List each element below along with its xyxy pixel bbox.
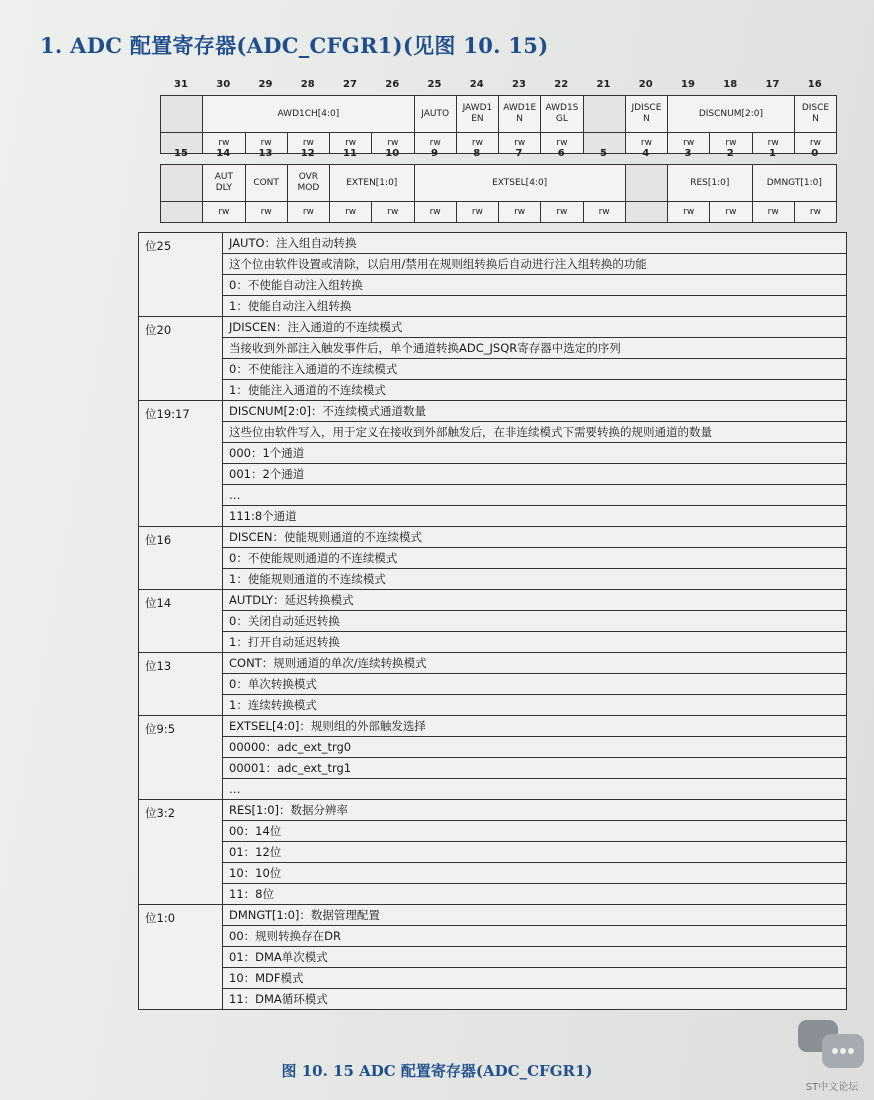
field-description-line: 01：12位: [223, 842, 847, 863]
description-row: [139, 695, 847, 716]
bit-number: 29: [258, 79, 273, 90]
field-description-title: CONT：规则通道的单次/连续转换模式: [223, 653, 847, 674]
register-bit-table: [160, 95, 837, 154]
bit-position-label: 位3:2: [139, 800, 223, 905]
description-row: [139, 674, 847, 695]
access-cell: rw: [456, 133, 498, 154]
description-row: [139, 338, 847, 359]
field-description-title: DISCNUM[2:0]：不连续模式通道数量: [223, 401, 847, 422]
description-row: [139, 422, 847, 443]
bit-number: 30: [216, 79, 231, 90]
field-description-title: JAUTO：注入组自动转换: [223, 233, 847, 254]
description-row: [139, 863, 847, 884]
field-jauto: JAUTO: [414, 96, 456, 133]
field-description-line: 当接收到外部注入触发事件后，单个通道转换ADC_JSQR寄存器中选定的序列: [223, 338, 847, 359]
description-row: [139, 968, 847, 989]
access-cell: rw: [330, 133, 372, 154]
field-extsel: EXTSEL[4:0]: [414, 165, 625, 202]
bit-number: 20: [638, 79, 653, 90]
reserved-field: [161, 165, 203, 202]
field-cont: CONT: [245, 165, 287, 202]
bit-number: 5: [600, 148, 607, 159]
description-row: [139, 926, 847, 947]
bit-position-label: 位25: [139, 233, 223, 317]
field-description-line: 01：DMA单次模式: [223, 947, 847, 968]
field-description-line: 0：单次转换模式: [223, 674, 847, 695]
bit-number: 21: [596, 79, 611, 90]
description-row: [139, 632, 847, 653]
access-cell: rw: [668, 202, 710, 223]
access-cell: rw: [287, 133, 329, 154]
field-description-line: 00：规则转换存在DR: [223, 926, 847, 947]
description-row: [139, 443, 847, 464]
field-description-line: 111:8个通道: [223, 506, 847, 527]
bit-number: 22: [554, 79, 569, 90]
description-row: [139, 359, 847, 380]
bit-number: 9: [431, 148, 438, 159]
field-description-line: 这个位由软件设置或清除，以启用/禁用在规则组转换后自动进行注入组转换的功能: [223, 254, 847, 275]
field-description-title: EXTSEL[4:0]：规则组的外部触发选择: [223, 716, 847, 737]
description-row: [139, 464, 847, 485]
field-awd1ch: AWD1CH[4:0]: [203, 96, 414, 133]
reserved-access-cell: [161, 202, 203, 223]
reserved-field: [625, 165, 667, 202]
bit-number: 0: [811, 148, 819, 159]
field-dmngt: DMNGT[1:0]: [752, 165, 837, 202]
access-cell: rw: [794, 202, 836, 223]
bit-number: 10: [385, 148, 400, 159]
access-cell: rw: [203, 202, 245, 223]
access-cell: rw: [794, 133, 836, 154]
field-description-title: RES[1:0]：数据分辨率: [223, 800, 847, 821]
field-description-line: 1：打开自动延迟转换: [223, 632, 847, 653]
access-cell: rw: [541, 133, 583, 154]
description-row: [139, 485, 847, 506]
field-description-line: 1：使能规则通道的不连续模式: [223, 569, 847, 590]
bit-number: 28: [300, 79, 315, 90]
bit-number: 23: [512, 79, 526, 90]
field-awd1en: AWD1E N: [499, 96, 541, 133]
access-cell: rw: [668, 133, 710, 154]
field-description-line: 0：不使能注入通道的不连续模式: [223, 359, 847, 380]
bit-number: 18: [723, 79, 738, 90]
bit-position-label: 位9:5: [139, 716, 223, 800]
bit-number: 8: [473, 148, 481, 159]
description-row: [139, 884, 847, 905]
description-row: [139, 905, 847, 926]
field-description-title: JDISCEN：注入通道的不连续模式: [223, 317, 847, 338]
access-cell: rw: [203, 133, 245, 154]
access-cell: rw: [414, 133, 456, 154]
bit-number: 11: [343, 148, 357, 159]
access-cell: rw: [710, 202, 752, 223]
bit-number: 12: [300, 148, 315, 159]
field-ovrmod: OVR MOD: [287, 165, 329, 202]
bit-number: 3: [684, 148, 692, 159]
forum-chat-icon: [796, 1016, 868, 1078]
field-description-line: 11：8位: [223, 884, 847, 905]
bit-description-table: [138, 232, 847, 1010]
bit-position-label: 位14: [139, 590, 223, 653]
description-row: [139, 254, 847, 275]
section-title: 1. ADC 配置寄存器(ADC_CFGR1)(见图 10. 15): [40, 33, 549, 58]
field-description-line: …: [223, 485, 847, 506]
bit-number-row: [160, 148, 836, 164]
description-row: [139, 296, 847, 317]
field-description-line: 0：关闭自动延迟转换: [223, 611, 847, 632]
access-cell: rw: [372, 133, 414, 154]
field-description-line: 10：MDF模式: [223, 968, 847, 989]
field-autdly: AUT DLY: [203, 165, 245, 202]
bit-position-label: 位16: [139, 527, 223, 590]
field-description-line: 0：不使能规则通道的不连续模式: [223, 548, 847, 569]
access-cell: rw: [625, 133, 667, 154]
description-row: [139, 569, 847, 590]
description-row: [139, 275, 847, 296]
access-cell: rw: [583, 202, 625, 223]
field-description-line: 001：2个通道: [223, 464, 847, 485]
description-row: [139, 548, 847, 569]
field-res: RES[1:0]: [668, 165, 753, 202]
bit-position-label: 位20: [139, 317, 223, 401]
bit-position-label: 位1:0: [139, 905, 223, 1010]
field-description-line: 1：使能注入通道的不连续模式: [223, 380, 847, 401]
field-description-line: 000：1个通道: [223, 443, 847, 464]
field-description-line: 这些位由软件写入，用于定义在接收到外部触发后，在非连续模式下需要转换的规则通道的数量: [223, 422, 847, 443]
description-row: [139, 527, 847, 548]
field-description-line: 11：DMA循环模式: [223, 989, 847, 1010]
description-row: [139, 380, 847, 401]
field-description-line: 00001：adc_ext_trg1: [223, 758, 847, 779]
description-row: [139, 821, 847, 842]
reserved-access-cell: [625, 202, 667, 223]
description-row: [139, 317, 847, 338]
bit-number: 25: [427, 79, 442, 90]
field-description-line: 1：使能自动注入组转换: [223, 296, 847, 317]
field-jawd1en: JAWD1 EN: [456, 96, 498, 133]
access-cell: rw: [414, 202, 456, 223]
description-row: [139, 947, 847, 968]
access-cell: rw: [330, 202, 372, 223]
forum-logo: [796, 1016, 868, 1100]
field-description-line: 10：10位: [223, 863, 847, 884]
access-cell: rw: [752, 202, 794, 223]
access-cell: rw: [372, 202, 414, 223]
field-exten: EXTEN[1:0]: [330, 165, 415, 202]
access-cell: rw: [245, 202, 287, 223]
description-row: [139, 842, 847, 863]
bit-position-label: 位19:17: [139, 401, 223, 527]
access-cell: rw: [499, 202, 541, 223]
field-description-title: DISCEN：使能规则通道的不连续模式: [223, 527, 847, 548]
field-awd1sgl: AWD1S GL: [541, 96, 583, 133]
field-description-line: 1：连续转换模式: [223, 695, 847, 716]
forum-watermark: ST中文论坛: [805, 1082, 859, 1093]
field-description-title: DMNGT[1:0]：数据管理配置: [223, 905, 847, 926]
description-row: [139, 506, 847, 527]
field-description-line: 0：不使能自动注入组转换: [223, 275, 847, 296]
bit-number: 24: [469, 79, 484, 90]
register-low-half: [160, 148, 836, 223]
description-row: [139, 401, 847, 422]
bit-number: 27: [343, 79, 357, 90]
bit-number: 1: [769, 148, 776, 159]
field-discnum: DISCNUM[2:0]: [668, 96, 795, 133]
description-row: [139, 737, 847, 758]
bit-number: 15: [174, 148, 188, 159]
description-row: [139, 611, 847, 632]
access-cell: rw: [752, 133, 794, 154]
description-row: [139, 716, 847, 737]
bit-number: 17: [765, 79, 780, 90]
field-jdiscen: JDISCE N: [625, 96, 667, 133]
bit-position-label: 位13: [139, 653, 223, 716]
access-cell: rw: [499, 133, 541, 154]
bit-number: 13: [258, 148, 273, 159]
access-cell: rw: [287, 202, 329, 223]
bit-number: 19: [681, 79, 695, 90]
reserved-field: [161, 96, 203, 133]
bit-number: 2: [726, 148, 734, 159]
field-description-line: 00000：adc_ext_trg0: [223, 737, 847, 758]
field-description-line: …: [223, 779, 847, 800]
field-description-line: 00：14位: [223, 821, 847, 842]
description-row: [139, 233, 847, 254]
bit-number: 26: [385, 79, 400, 90]
reserved-field: [583, 96, 625, 133]
bit-number: 31: [174, 79, 188, 90]
bit-number: 16: [807, 79, 822, 90]
description-row: [139, 653, 847, 674]
description-row: [139, 989, 847, 1010]
bit-number: 4: [642, 148, 650, 159]
bit-number: 14: [216, 148, 231, 159]
description-row: [139, 590, 847, 611]
description-row: [139, 758, 847, 779]
bit-number: 7: [515, 148, 523, 159]
field-description-title: AUTDLY：延迟转换模式: [223, 590, 847, 611]
access-cell: rw: [245, 133, 287, 154]
register-bit-table: [160, 164, 837, 223]
figure-caption: 图 10. 15 ADC 配置寄存器(ADC_CFGR1): [281, 1062, 593, 1080]
register-high-half: [160, 79, 836, 154]
access-cell: rw: [456, 202, 498, 223]
description-row: [139, 779, 847, 800]
field-discen: DISCE N: [794, 96, 836, 133]
bit-number: 6: [557, 148, 565, 159]
bit-number-row: [160, 79, 836, 95]
access-cell: rw: [541, 202, 583, 223]
access-cell: rw: [710, 133, 752, 154]
description-row: [139, 800, 847, 821]
